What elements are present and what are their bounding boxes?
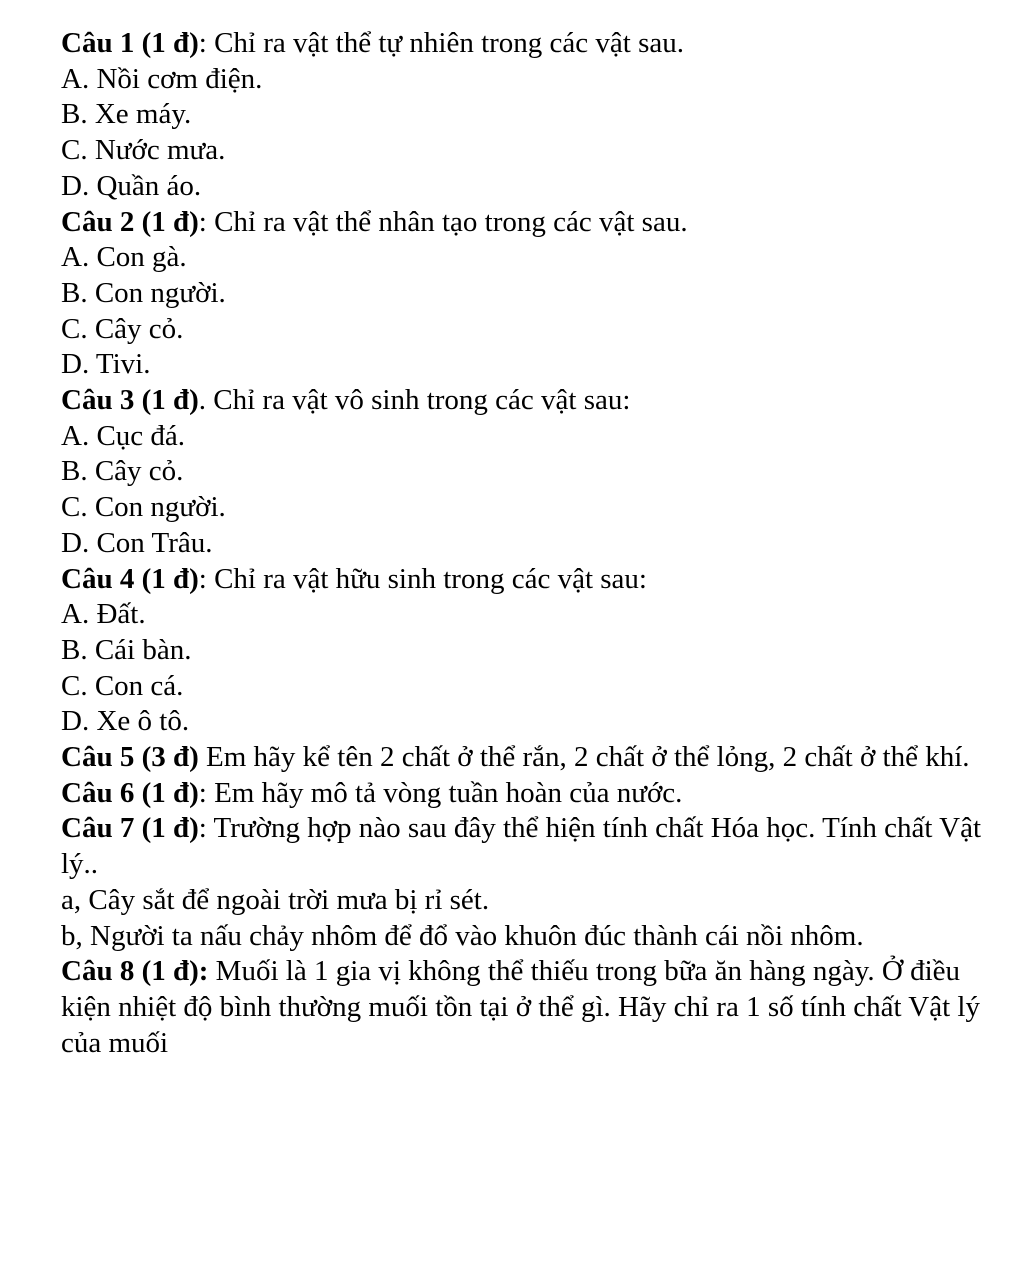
question-4-option-d: D. Xe ô tô.: [61, 705, 190, 738]
question-7-heading: Câu 7 (1 đ): [61, 812, 199, 845]
question-3-heading: Câu 3 (1 đ): [61, 384, 199, 417]
question-1-heading: Câu 1 (1 đ): [61, 27, 199, 59]
question-6-text: : Em hãy mô tả vòng tuần hoàn của nước.: [198, 776, 683, 809]
question-2: [61, 205, 1011, 384]
question-6-heading: Câu 6 (1 đ): [61, 776, 199, 809]
question-2-heading: Câu 2 (1 đ): [61, 205, 199, 238]
question-7: [61, 811, 1011, 954]
question-1-option-c: C. Nước mưa.: [61, 134, 226, 167]
question-2-option-a: A. Con gà.: [61, 241, 187, 274]
question-2-prompt: [61, 205, 1011, 241]
question-1: [61, 26, 1011, 205]
question-3: [61, 383, 1011, 562]
question-4-heading: Câu 4 (1 đ): [61, 562, 199, 595]
question-7-text: : Trường hợp nào sau đây thể hiện tính chất Hóa học. Tính chất Vật lý..: [61, 812, 989, 881]
question-1-option-d: D. Quần áo.: [61, 169, 202, 202]
question-1-option-b: B. Xe máy.: [61, 98, 192, 131]
question-4-option-a: A. Đất.: [61, 598, 146, 631]
question-2-option-b: B. Con người.: [61, 276, 226, 309]
question-6: [61, 776, 1011, 812]
question-4-option-c: C. Con cá.: [61, 669, 184, 702]
question-3-option-d: D. Con Trâu.: [61, 526, 213, 559]
question-7-case-a: a, Cây sắt để ngoài trời mưa bị rỉ sét.: [61, 883, 490, 916]
question-5-prompt: [61, 740, 1011, 776]
question-5-text: Em hãy kể tên 2 chất ở thể rắn, 2 chất ở thể lỏng, 2 chất ở thể khí.: [198, 741, 970, 774]
question-4-prompt: [61, 562, 1011, 598]
question-5: [61, 740, 1011, 776]
question-8-text: Muối là 1 gia vị không thể thiếu trong bữa ăn hàng ngày. Ở điều kiện nhiệt độ bình thường muối tồn tại ở thể gì. Hãy chỉ ra 1 số tính chất Vật lý của muối: [61, 955, 988, 1059]
question-5-heading: Câu 5 (3 đ): [61, 741, 199, 774]
question-8-heading: Câu 8 (1 đ):: [61, 955, 209, 988]
exam-page: [61, 26, 1011, 1061]
question-6-prompt: [61, 776, 1011, 812]
question-8: [61, 954, 1011, 1061]
question-3-text: . Chỉ ra vật vô sinh trong các vật sau:: [198, 384, 631, 417]
question-8-prompt: [61, 954, 1011, 1061]
question-3-prompt: [61, 383, 1011, 419]
question-3-option-a: A. Cục đá.: [61, 419, 186, 452]
question-3-option-c: C. Con người.: [61, 491, 226, 524]
question-1-prompt: [61, 26, 1011, 62]
question-1-text: : Chỉ ra vật thể tự nhiên trong các vật sau.: [198, 27, 684, 59]
question-3-option-b: B. Cây cỏ.: [61, 455, 184, 488]
question-7-prompt: [61, 811, 1011, 882]
question-1-option-a: A. Nồi cơm điện.: [61, 62, 263, 95]
question-2-option-c: C. Cây cỏ.: [61, 312, 184, 345]
question-2-text: : Chỉ ra vật thể nhân tạo trong các vật sau.: [198, 205, 688, 238]
question-4: [61, 562, 1011, 741]
question-4-option-b: B. Cái bàn.: [61, 633, 192, 666]
question-2-option-d: D. Tivi.: [61, 348, 151, 381]
question-7-case-b: b, Người ta nấu chảy nhôm để đổ vào khuôn đúc thành cái nồi nhôm.: [61, 919, 864, 952]
question-4-text: : Chỉ ra vật hữu sinh trong các vật sau:: [198, 562, 647, 595]
